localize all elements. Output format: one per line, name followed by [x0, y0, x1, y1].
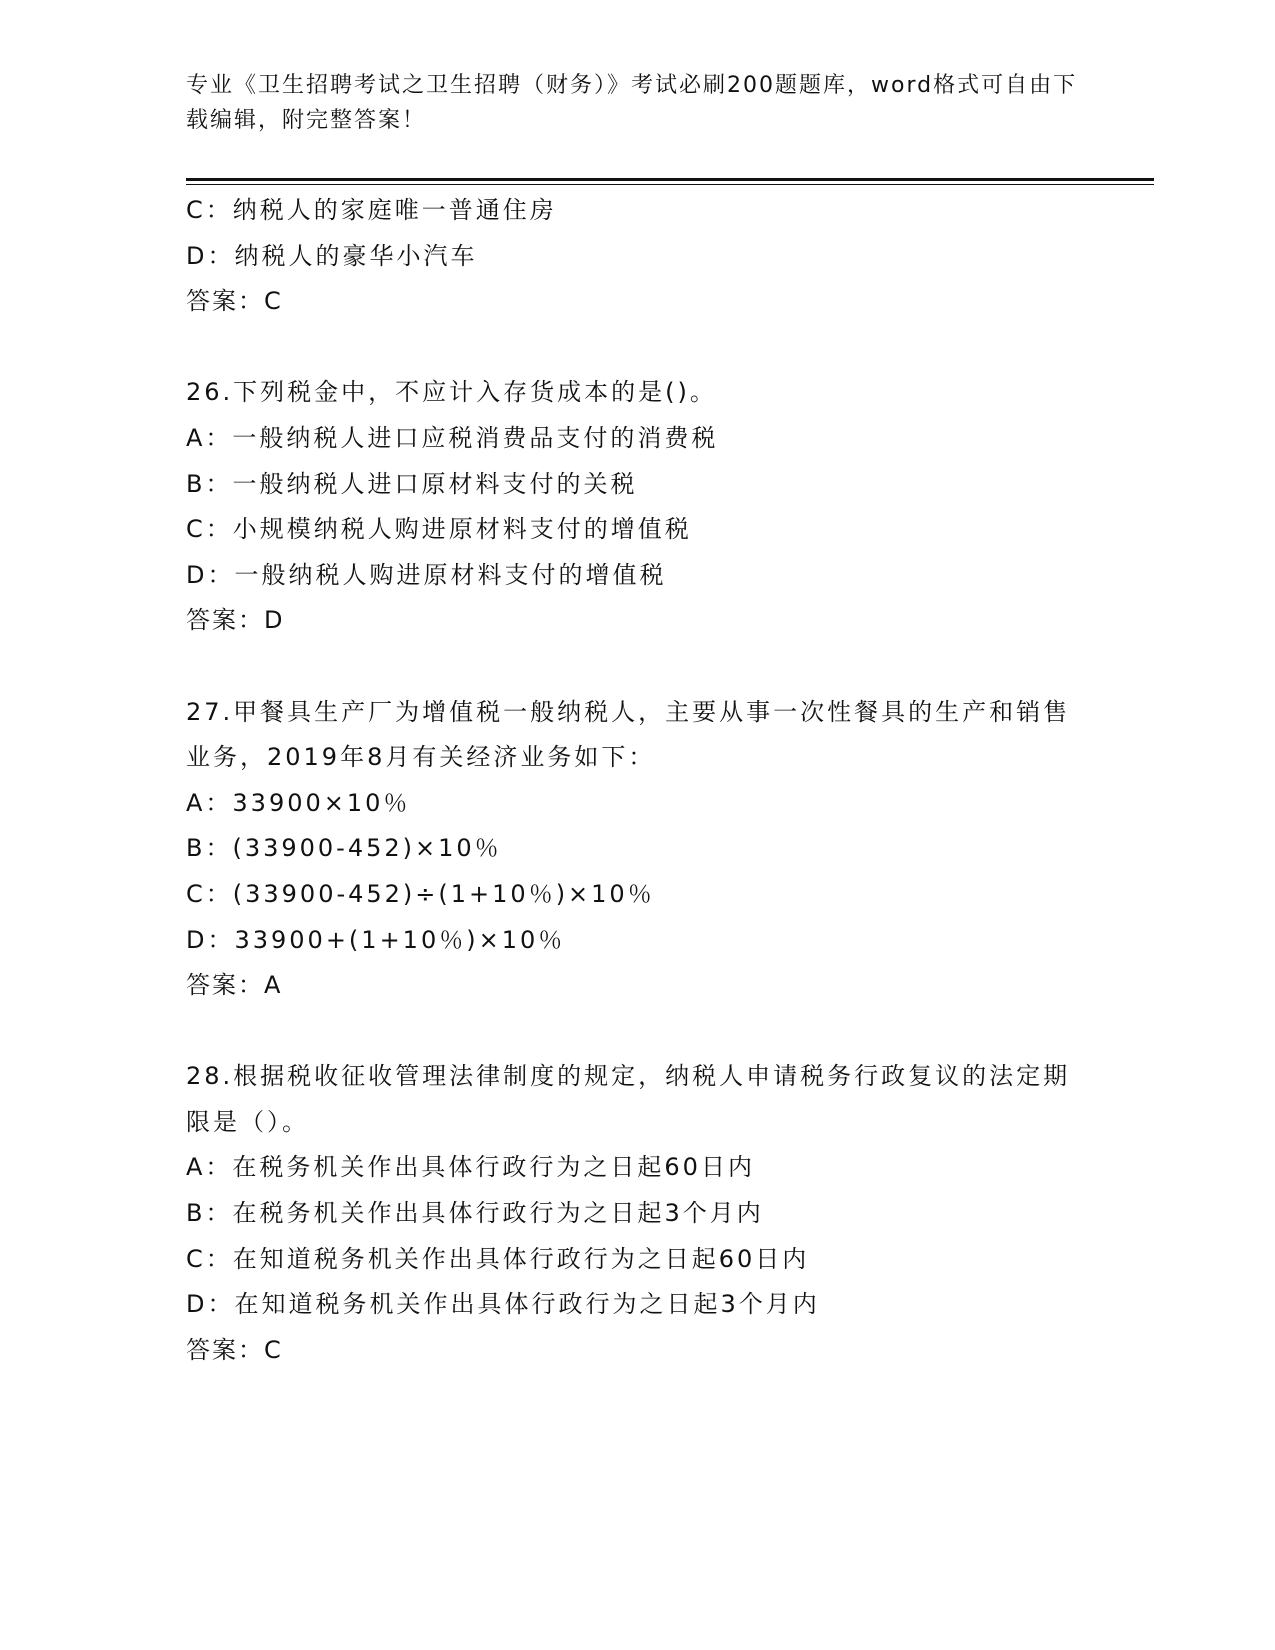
- spacer: [186, 1009, 1086, 1055]
- option-a: A：在税务机关作出具体行政行为之日起60日内: [186, 1153, 755, 1182]
- document-header: 专业《卫生招聘考试之卫生招聘（财务）》考试必刷200题题库，word格式可自由下载编辑，附完整答案！: [186, 73, 1078, 133]
- option-b: B：(33900-452)×10％: [186, 834, 502, 863]
- option-a: A：33900×10％: [186, 788, 411, 817]
- question-stem: 27.甲餐具生产厂为增值税一般纳税人，主要从事一次性餐具的生产和销售业务，2019年8月有关经济业务如下：: [186, 697, 1071, 772]
- option-d: D：纳税人的豪华小汽车: [186, 241, 478, 270]
- header-divider-thick: [186, 178, 1154, 181]
- spacer: [186, 644, 1086, 690]
- question-stem: 26.下列税金中，不应计入存货成本的是()。: [186, 378, 717, 407]
- answer-line: 答案：C: [186, 1335, 283, 1364]
- option-c: C：小规模纳税人购进原材料支付的增值税: [186, 515, 692, 544]
- option-b: B：一般纳税人进口原材料支付的关税: [186, 469, 638, 498]
- option-c: C：在知道税务机关作出具体行政行为之日起60日内: [186, 1244, 810, 1273]
- option-d: D：在知道税务机关作出具体行政行为之日起3个月内: [186, 1290, 820, 1319]
- option-d: D：一般纳税人购进原材料支付的增值税: [186, 560, 667, 589]
- header-divider-thin: [186, 184, 1154, 185]
- answer-line: 答案：C: [186, 287, 283, 316]
- question-stem: 28.根据税收征收管理法律制度的规定，纳税人申请税务行政复议的法定期限是（）。: [186, 1062, 1071, 1136]
- option-a: A：一般纳税人进口应税消费品支付的消费税: [186, 423, 719, 452]
- question-block-26: [186, 370, 1086, 644]
- question-block-28: [186, 1054, 1086, 1373]
- question-block-previous: [186, 188, 1086, 325]
- answer-line: 答案：A: [186, 971, 283, 1000]
- option-c: C：(33900-452)÷(1+10％)×10％: [186, 879, 655, 908]
- option-d: D：33900+(1+10％)×10％: [186, 925, 566, 954]
- option-c: C：纳税人的家庭唯一普通住房: [186, 196, 557, 224]
- answer-line: 答案：D: [186, 606, 285, 635]
- question-block-27: [186, 690, 1086, 1009]
- spacer: [186, 325, 1086, 371]
- question-list: [186, 188, 1086, 1373]
- option-b: B：在税务机关作出具体行政行为之日起3个月内: [186, 1199, 764, 1228]
